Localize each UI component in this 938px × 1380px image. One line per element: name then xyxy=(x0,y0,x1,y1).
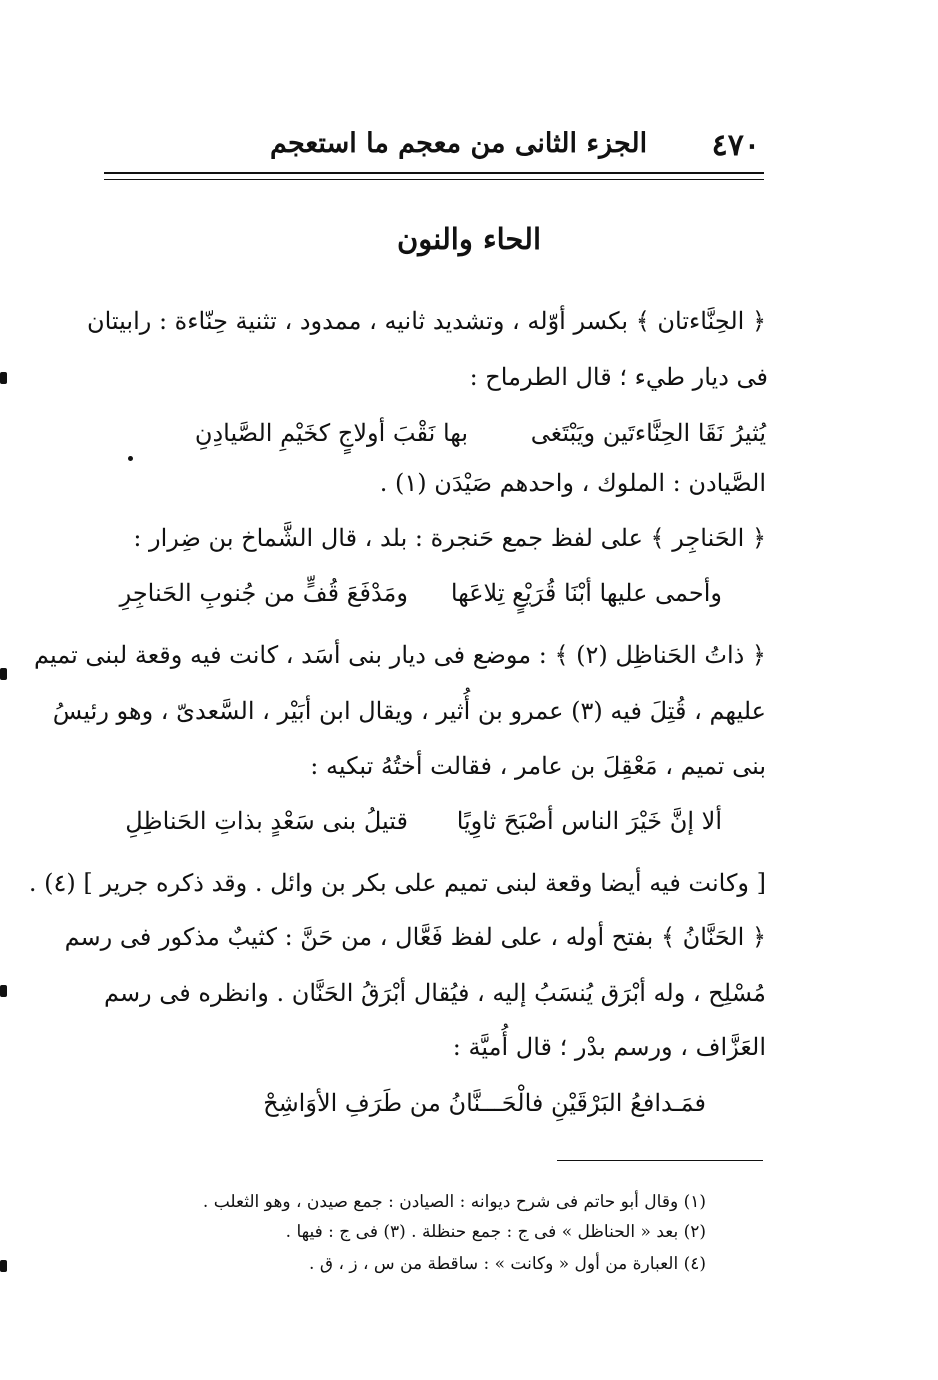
section-title: الحاء والنون xyxy=(396,222,542,256)
text-line: الصَّيادن : الملوك ، واحدهم صَيْدَن (١) . xyxy=(379,469,766,497)
verse-second-hemistich: بها نَقْبَ أولاجٍ كخَيْمِ الصَّيادِنِ xyxy=(194,419,468,447)
verse-second-hemistich: ومَدْفَعَ قُفٍّ من جُنوبِ الحَناجِرِ xyxy=(119,579,408,607)
verse-first-hemistich: يُثيرُ نَقَا الحِنَّاءتَين ويَبْتَغى xyxy=(530,419,766,447)
header-rule-top xyxy=(104,172,764,174)
margin-mark xyxy=(0,1260,7,1272)
ink-speck xyxy=(128,456,133,461)
header-rule-bottom xyxy=(104,179,764,180)
text-line: ﴿ الحَنَّانُ ﴾ بفتح أوله ، على لفظ فَعَّال ، من حَنَّ : كثيبٌ مذكور فى رسم xyxy=(64,923,766,951)
text-line: فى ديار طيء ؛ قال الطرماح : xyxy=(469,363,768,391)
text-line: العَزَّاف ، ورسم بدْر ؛ قال أُميَّة : xyxy=(452,1033,766,1061)
text-line: عليهم ، قُتِلَ فيه (٣) عمرو بن أُثير ، ويقال ابن أبَيْر ، السَّعدىّ ، وهو رئيسُ xyxy=(52,697,766,725)
footnote-rule xyxy=(557,1160,763,1161)
text-line: [ وكانت فيه أيضا وقعة لبنى تميم على بكر بن وائل . وقد ذكره جرير ] (٤) . xyxy=(28,869,766,897)
margin-mark xyxy=(0,668,7,680)
footnote: (١) وقال أبو حاتم فى شرح ديوانه : الصيادن : جمع صيدن ، وهو الثعلب . xyxy=(202,1192,706,1212)
page-header xyxy=(100,128,760,168)
verse-first-hemistich: ألا إنَّ خَيْرَ الناس أصْبَحَ ثاوِيًا xyxy=(456,807,722,835)
running-title: الجزء الثانى من معجم ما استعجم xyxy=(270,128,648,159)
footnote: (٤) العبارة من أول « وكانت » : ساقطة من س ، ز ، ق . xyxy=(309,1254,706,1274)
page-number: ٤٧٠ xyxy=(711,128,760,163)
text-line: مُسْلِح ، وله أبْرَق يُنسَبُ إليه ، فيُقال أبْرَقُ الحَنَّان . وانظره فى رسم xyxy=(103,979,766,1007)
margin-mark xyxy=(0,985,7,997)
text-line: ﴿ الحَناجِر ﴾ على لفظ جمع حَنجرة : بلد ، قال الشَّماخ بن ضِرار : xyxy=(133,524,766,552)
verse-first-hemistich: وأحمى عليها أبْنَا قُرَيْعٍ تِلاعَها xyxy=(450,579,722,607)
verse-line: فمَـدافعُ البَرْقَيْنِ فالْحَـــنَّانُ من طَرَفِ الأوَاشِحْ xyxy=(263,1089,706,1117)
margin-mark xyxy=(0,372,7,384)
text-line: بنى تميم ، مَعْقِلَ بن عامر ، فقالت أختُهُ تبكيه : xyxy=(310,752,766,780)
verse-second-hemistich: قتيلُ بنى سَعْدٍ بذاتِ الحَناظِلِ xyxy=(125,807,408,835)
text-line: ﴿ الحِنَّاءتان ﴾ بكسر أوّله ، وتشديد ثانيه ، ممدود ، تثنية حِنّاءة : رابيتان xyxy=(86,307,766,335)
text-line: ﴿ ذاتُ الحَناظِل (٢) ﴾ : موضع فى ديار بنى أسَد ، كانت فيه وقعة لبنى تميم xyxy=(34,641,766,669)
footnote: (٢) بعد « الحناظل » فى ج : جمع حنظلة . (٣) فى ج : فيها . xyxy=(285,1222,706,1242)
